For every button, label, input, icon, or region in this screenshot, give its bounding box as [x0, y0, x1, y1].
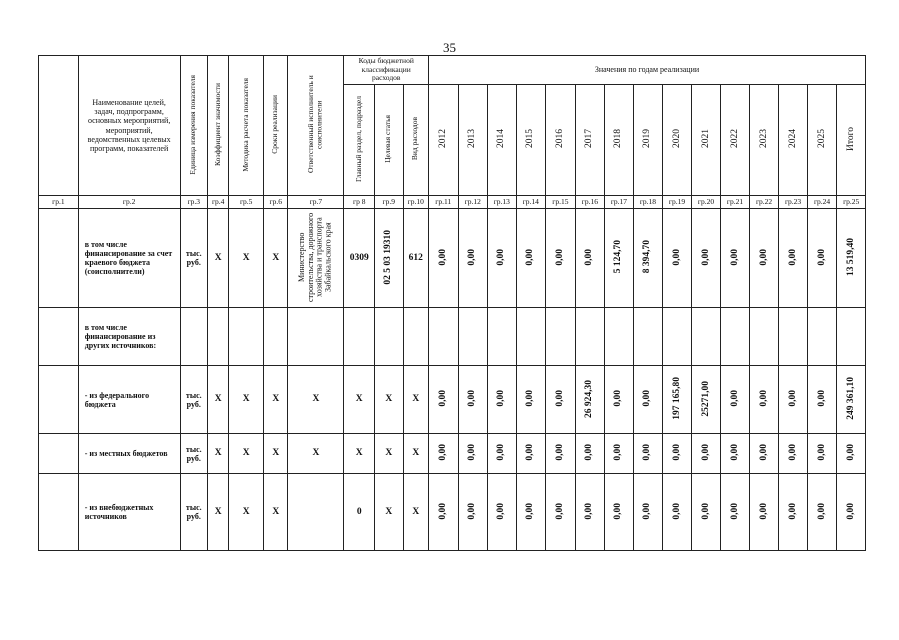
- header-codes-group: [344, 56, 429, 85]
- value-cell: [546, 474, 576, 551]
- year-label: 2020: [671, 129, 682, 149]
- table-row: [39, 474, 866, 551]
- program-finance-table: [38, 55, 866, 551]
- value-cell: [429, 474, 459, 551]
- value-text: 0,00: [525, 444, 536, 461]
- header-col7: [288, 56, 344, 196]
- value-text: 249 361,10: [845, 377, 856, 420]
- row-c8: 0: [344, 474, 375, 551]
- value-cell: [429, 366, 459, 434]
- year-header: [516, 85, 546, 196]
- row-c6: X: [264, 366, 288, 434]
- value-text: 0,00: [554, 390, 565, 407]
- table-row: [39, 308, 866, 366]
- value-cell: [779, 434, 808, 474]
- value-cell: [458, 434, 488, 474]
- group-number: гр.23: [779, 196, 808, 209]
- row-c6: X: [264, 474, 288, 551]
- value-cell: [691, 366, 721, 434]
- row-c8: X: [344, 366, 375, 434]
- year-label: Итого: [845, 126, 856, 151]
- value-text: 0,00: [758, 444, 769, 461]
- value-text: 0,00: [729, 444, 740, 461]
- row-c9: X: [375, 366, 404, 434]
- year-header: [691, 85, 721, 196]
- table-row: [39, 434, 866, 474]
- value-cell: [633, 209, 663, 308]
- value-text: 0,00: [613, 502, 624, 520]
- header-col10: [403, 85, 428, 196]
- value-text: 0,00: [845, 444, 856, 461]
- row-c7: X: [288, 434, 344, 474]
- value-cell: [575, 209, 605, 308]
- header-col9-text: Целевая статья: [383, 114, 393, 163]
- value-cell: [837, 366, 866, 434]
- value-cell: [691, 474, 721, 551]
- value-text: 0,00: [787, 502, 798, 520]
- year-label: 2023: [758, 129, 769, 149]
- group-number: гр 8: [344, 196, 375, 209]
- value-text: 0,00: [467, 444, 478, 461]
- group-number: гр.20: [691, 196, 721, 209]
- value-cell: [575, 474, 605, 551]
- group-number: гр.12: [458, 196, 488, 209]
- year-header: [749, 85, 779, 196]
- row-c4: X: [208, 474, 229, 551]
- row-c5: X: [229, 474, 264, 551]
- group-number: гр.24: [807, 196, 837, 209]
- group-number: гр.16: [575, 196, 605, 209]
- group-number: гр.10: [403, 196, 428, 209]
- value-text: 0,00: [437, 444, 448, 461]
- value-text: 0,00: [758, 248, 769, 266]
- row-c10: X: [403, 474, 428, 551]
- row-c8: 0309: [344, 209, 375, 308]
- year-header: [721, 85, 750, 196]
- header-codes-group-text: Коды бюджетной классификации расходов: [358, 56, 414, 83]
- row-c5: X: [229, 209, 264, 308]
- value-text: 0,00: [787, 248, 798, 266]
- value-text: 0,00: [496, 390, 507, 407]
- value-text: 0,00: [467, 248, 478, 266]
- header-col1: [39, 56, 79, 196]
- value-text: 0,00: [613, 390, 624, 407]
- year-header: [575, 85, 605, 196]
- year-header: [488, 85, 517, 196]
- value-cell: [633, 434, 663, 474]
- value-text: 0,00: [845, 502, 856, 520]
- value-cell: [779, 474, 808, 551]
- value-cell: [488, 434, 517, 474]
- value-text: 0,00: [700, 502, 711, 520]
- value-cell: [633, 474, 663, 551]
- value-text: 0,00: [496, 248, 507, 266]
- row-c9: [375, 209, 404, 308]
- value-cell: [807, 434, 837, 474]
- value-text: 0,00: [816, 444, 827, 461]
- value-cell: [663, 366, 692, 434]
- value-text: 0,00: [700, 444, 711, 461]
- value-cell: [721, 474, 750, 551]
- value-text: 0,00: [467, 502, 478, 520]
- year-header: [458, 85, 488, 196]
- value-text: 0,00: [671, 248, 682, 266]
- value-cell: [721, 434, 750, 474]
- value-cell: [807, 366, 837, 434]
- value-text: 0,00: [729, 390, 740, 407]
- row-empty-cell: [39, 366, 79, 434]
- group-number-row: [39, 196, 866, 209]
- value-cell: [749, 434, 779, 474]
- value-cell: [458, 474, 488, 551]
- header-row-1: [39, 56, 866, 85]
- year-header: [779, 85, 808, 196]
- value-cell: [807, 474, 837, 551]
- page-number: 35: [443, 40, 456, 55]
- row-empty-cell: [39, 474, 79, 551]
- value-text: 0,00: [700, 248, 711, 266]
- value-cell: [605, 366, 634, 434]
- group-number: гр.3: [180, 196, 207, 209]
- year-label: 2024: [787, 129, 798, 149]
- value-cell: [663, 434, 692, 474]
- group-number: гр.19: [663, 196, 692, 209]
- row-c4: X: [208, 209, 229, 308]
- value-text: 197 165,80: [671, 377, 682, 420]
- group-number: гр.22: [749, 196, 779, 209]
- value-text: 0,00: [787, 390, 798, 407]
- value-cell: [749, 474, 779, 551]
- row-unit: тыс. руб.: [180, 474, 207, 551]
- value-cell: [458, 209, 488, 308]
- group-number: гр.15: [546, 196, 576, 209]
- value-cell: [575, 434, 605, 474]
- group-number: гр.9: [375, 196, 404, 209]
- row-c10: 612: [403, 209, 428, 308]
- value-text: 0,00: [525, 248, 536, 266]
- header-years-group-text: Значения по годам реализации: [594, 65, 700, 75]
- header-col3: [180, 56, 207, 196]
- row-c7: X: [288, 366, 344, 434]
- row-name: в том числе финансирование из других источников:: [78, 308, 180, 366]
- value-cell: [749, 209, 779, 308]
- value-cell: [429, 434, 459, 474]
- value-text: 0,00: [554, 444, 565, 461]
- row-c6: X: [264, 434, 288, 474]
- group-number: гр.1: [39, 196, 79, 209]
- value-text: 0,00: [758, 502, 769, 520]
- value-text: 0,00: [816, 248, 827, 266]
- row-c4: X: [208, 434, 229, 474]
- header-col2-text: Наименование целей, задач, подпрограмм, основных мероприятий, мероприятий, ведомственных целевых программ, показателей: [87, 97, 171, 153]
- value-text: 0,00: [671, 502, 682, 520]
- year-header: [605, 85, 634, 196]
- value-text: 8 394,70: [642, 240, 653, 274]
- row-c7: [288, 474, 344, 551]
- row-c8: X: [344, 434, 375, 474]
- value-text: 25271,00: [700, 380, 711, 417]
- row-c10: X: [403, 434, 428, 474]
- row-c4: X: [208, 366, 229, 434]
- value-cell: [429, 209, 459, 308]
- value-cell: [837, 209, 866, 308]
- group-number: гр.7: [288, 196, 344, 209]
- row-empty-cell: [39, 308, 79, 366]
- group-number: гр.21: [721, 196, 750, 209]
- value-cell: [837, 474, 866, 551]
- value-text: 0,00: [437, 390, 448, 407]
- header-col9: [375, 85, 404, 196]
- row-c5: X: [229, 366, 264, 434]
- group-number: гр.13: [488, 196, 517, 209]
- value-text: 0,00: [787, 444, 798, 461]
- header-years-group: [429, 56, 866, 85]
- header-col10-text: Вид расходов: [410, 117, 420, 161]
- value-text: 0,00: [554, 502, 565, 520]
- value-text: 0,00: [554, 248, 565, 266]
- table-row: [39, 366, 866, 434]
- value-cell: [488, 474, 517, 551]
- group-number: гр.5: [229, 196, 264, 209]
- year-label: 2017: [584, 129, 595, 149]
- year-label: 2019: [642, 129, 653, 149]
- row-empty-cell: [39, 434, 79, 474]
- group-number: гр.17: [605, 196, 634, 209]
- year-header: [807, 85, 837, 196]
- value-cell: [633, 366, 663, 434]
- value-cell: [546, 209, 576, 308]
- year-label: 2018: [613, 129, 624, 149]
- value-text: 0,00: [613, 444, 624, 461]
- year-label: 2021: [700, 129, 711, 149]
- year-header: [546, 85, 576, 196]
- header-col4: [208, 56, 229, 196]
- value-text: 0,00: [642, 444, 653, 461]
- value-text: 0,00: [467, 390, 478, 407]
- value-text: 5 124,70: [613, 240, 624, 274]
- value-cell: [837, 434, 866, 474]
- value-cell: [516, 366, 546, 434]
- value-cell: [605, 434, 634, 474]
- value-cell: [488, 366, 517, 434]
- year-label: 2013: [467, 129, 478, 149]
- row-name: - из федерального бюджета: [78, 366, 180, 434]
- year-header: [663, 85, 692, 196]
- row-c6: X: [264, 209, 288, 308]
- value-cell: [458, 366, 488, 434]
- value-cell: [546, 434, 576, 474]
- header-col2: [78, 56, 180, 196]
- group-number: гр.18: [633, 196, 663, 209]
- value-cell: [663, 474, 692, 551]
- group-number: гр.11: [429, 196, 459, 209]
- row-empty-cell: [39, 209, 79, 308]
- row-name: в том числе финансирование за счет краевого бюджета (соисполнители): [78, 209, 180, 308]
- row-c9: X: [375, 474, 404, 551]
- value-cell: [779, 209, 808, 308]
- value-cell: [546, 366, 576, 434]
- group-number: гр.2: [78, 196, 180, 209]
- value-text: 0,00: [584, 502, 595, 520]
- value-cell: [721, 209, 750, 308]
- year-label: 2022: [729, 129, 740, 149]
- row-c9-text: 02 5 03 19310: [383, 229, 394, 285]
- row-unit: тыс. руб.: [180, 366, 207, 434]
- value-cell: [605, 209, 634, 308]
- year-label: 2014: [496, 129, 507, 149]
- value-text: 0,00: [525, 390, 536, 407]
- year-label: 2025: [816, 129, 827, 149]
- value-text: 0,00: [496, 502, 507, 520]
- header-col6-text: Сроки реализации: [270, 95, 280, 154]
- value-text: 13 519,40: [845, 238, 856, 276]
- value-cell: [663, 209, 692, 308]
- value-text: 0,00: [642, 502, 653, 520]
- value-cell: [516, 474, 546, 551]
- value-cell: [749, 366, 779, 434]
- value-cell: [691, 209, 721, 308]
- value-cell: [516, 434, 546, 474]
- row-unit: тыс. руб.: [180, 209, 207, 308]
- year-label: 2016: [554, 129, 565, 149]
- value-text: 0,00: [816, 390, 827, 407]
- year-header: [429, 85, 459, 196]
- year-header: [837, 85, 866, 196]
- value-text: 0,00: [758, 390, 769, 407]
- group-number: гр.4: [208, 196, 229, 209]
- value-cell: [516, 209, 546, 308]
- header-col5-text: Методика расчета показателя: [240, 77, 250, 172]
- year-header: [633, 85, 663, 196]
- header-col7-text: Ответственный исполнитель и соисполнители: [306, 75, 324, 174]
- row-c9: X: [375, 434, 404, 474]
- value-text: 0,00: [437, 502, 448, 520]
- group-number: гр.6: [264, 196, 288, 209]
- row-name: - из внебюджетных источников: [78, 474, 180, 551]
- value-text: 0,00: [816, 502, 827, 520]
- row-c10: X: [403, 366, 428, 434]
- year-label: 2015: [525, 129, 536, 149]
- value-cell: [807, 209, 837, 308]
- value-text: 0,00: [525, 502, 536, 520]
- value-text: 0,00: [642, 390, 653, 407]
- value-cell: [691, 434, 721, 474]
- table-row: [39, 209, 866, 308]
- value-text: 26 924,30: [584, 379, 595, 418]
- row-name: - из местных бюджетов: [78, 434, 180, 474]
- value-text: 0,00: [496, 444, 507, 461]
- value-text: 0,00: [437, 248, 448, 266]
- row-c5: X: [229, 434, 264, 474]
- value-cell: [721, 366, 750, 434]
- group-number: гр.25: [837, 196, 866, 209]
- header-col4-text: Коэффициент значимости: [212, 82, 222, 166]
- value-cell: [605, 474, 634, 551]
- value-cell: [575, 366, 605, 434]
- row-c7: [288, 209, 344, 308]
- value-cell: [488, 209, 517, 308]
- header-col8: [344, 85, 375, 196]
- header-col5: [229, 56, 264, 196]
- value-text: 0,00: [584, 248, 595, 266]
- row-c7-text: Министерство строительства, дорожного хозяйства и транспорта Забайкальского края: [297, 212, 333, 302]
- value-text: 0,00: [729, 248, 740, 266]
- header-col8-text: Главный раздел, подраздел: [353, 95, 363, 182]
- value-cell: [779, 366, 808, 434]
- header-col6: [264, 56, 288, 196]
- group-number: гр.14: [516, 196, 546, 209]
- value-text: 0,00: [584, 444, 595, 461]
- value-text: 0,00: [729, 502, 740, 520]
- header-col3-text: Единица измерения показателя: [188, 74, 198, 175]
- value-text: 0,00: [671, 444, 682, 461]
- row-unit: тыс. руб.: [180, 434, 207, 474]
- year-label: 2012: [437, 129, 448, 149]
